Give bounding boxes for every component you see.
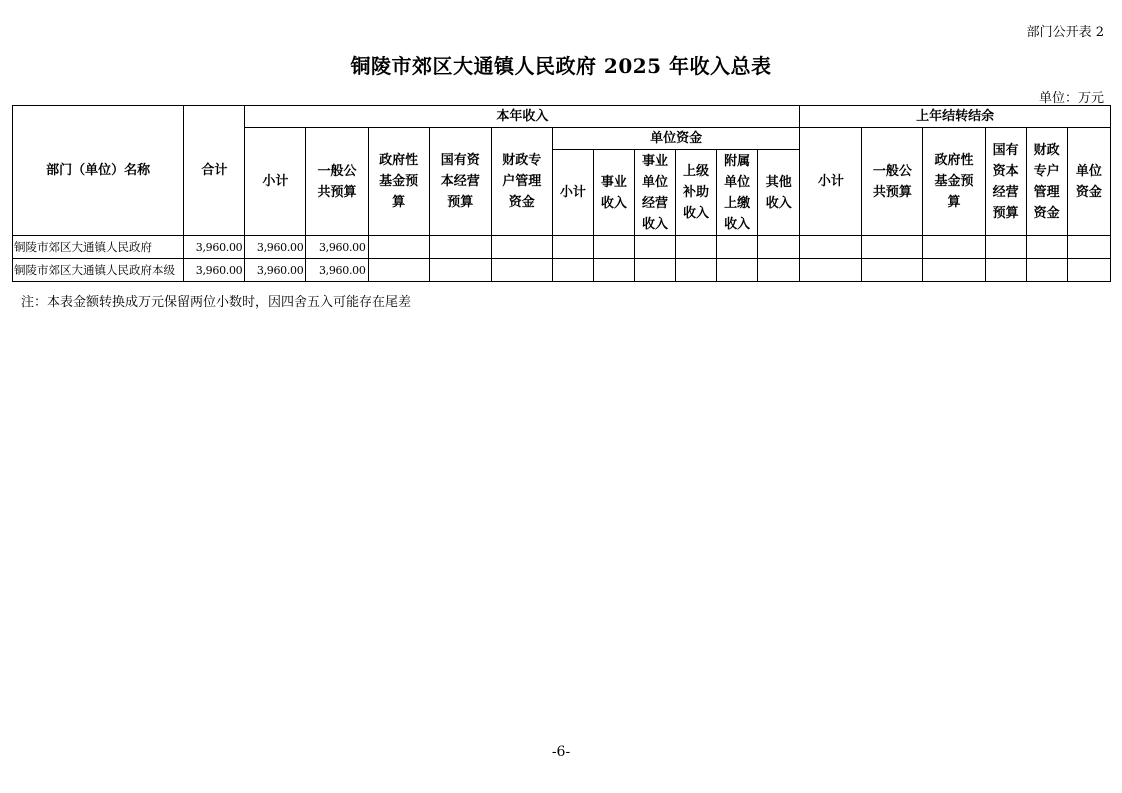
header-total: 合计 [184, 106, 245, 236]
header-subtotal: 小计 [245, 128, 306, 236]
header-unit-operating-income: 事业单位经营收入 [634, 150, 675, 236]
document-title: 铜陵市郊区大通镇人民政府 2025 年收入总表 [350, 54, 772, 78]
header-carry-state-capital-budget: 国有资本经营预算 [985, 128, 1026, 236]
row-subtotal: 3,960.00 [245, 236, 306, 259]
header-fiscal-special-fund: 财政专户管理资金 [491, 128, 552, 236]
header-business-income: 事业收入 [593, 150, 634, 236]
header-unit-funds: 单位资金 [552, 128, 799, 150]
table-row [13, 259, 1111, 282]
table-row [13, 236, 1111, 259]
row-total: 3,960.00 [184, 236, 245, 259]
header-dept-name: 部门（单位）名称 [13, 106, 184, 236]
header-carry-subtotal: 小计 [800, 128, 862, 236]
row-dept-name: 铜陵市郊区大通镇人民政府本级 [13, 259, 184, 282]
header-general-public-budget: 一般公共预算 [306, 128, 368, 236]
header-carry-unit-funds: 单位资金 [1067, 128, 1110, 236]
header-superior-subsidy: 上级补助收入 [676, 150, 717, 236]
header-other-income: 其他收入 [758, 150, 800, 236]
row-subtotal: 3,960.00 [245, 259, 306, 282]
header-government-fund-budget: 政府性基金预算 [368, 128, 429, 236]
page-number: -6- [551, 744, 571, 760]
row-general-public-budget: 3,960.00 [306, 236, 368, 259]
header-carry-government-fund-budget: 政府性基金预算 [923, 128, 985, 236]
footnote: 注：本表金额转换成万元保留两位小数时，因四舍五入可能存在尾差 [21, 295, 412, 310]
header-carry-general-public-budget: 一般公共预算 [862, 128, 923, 236]
header-prior-year-carryover: 上年结转结余 [800, 106, 1111, 128]
form-number: 部门公开表 2 [1026, 25, 1104, 40]
unit-note: 单位：万元 [1038, 91, 1104, 106]
row-total: 3,960.00 [184, 259, 245, 282]
header-current-year-income: 本年收入 [245, 106, 800, 128]
header-affiliated-unit-income: 附属单位上缴收入 [717, 150, 758, 236]
row-dept-name: 铜陵市郊区大通镇人民政府 [13, 236, 184, 259]
row-general-public-budget: 3,960.00 [306, 259, 368, 282]
header-carry-fiscal-special-fund: 财政专户管理资金 [1026, 128, 1067, 236]
header-unit-subtotal: 小计 [552, 150, 593, 236]
header-state-capital-budget: 国有资本经营预算 [429, 128, 491, 236]
income-summary-table [12, 105, 1111, 282]
